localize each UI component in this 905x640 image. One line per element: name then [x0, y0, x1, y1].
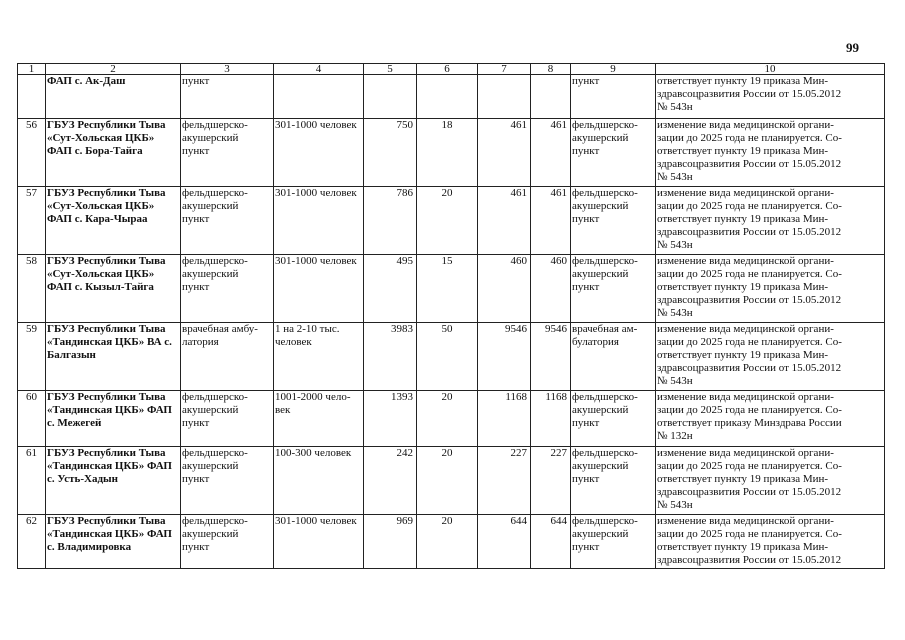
table-row	[18, 391, 885, 447]
value-cell-5: 1393	[364, 391, 417, 447]
row-number: 58	[18, 255, 46, 323]
planned-type-cell: фельдшерско- акушерский пункт	[571, 515, 656, 569]
organization-cell: ГБУЗ Республики Тыва «Тандинская ЦКБ» ФАП с. Межегей	[46, 391, 181, 447]
note-cell: изменение вида медицинской органи- зации до 2025 года не планируется. Со- ответствует пункту 19 приказа Мин- здравсоцразвития России от 15.05.2012 № 543н	[656, 119, 885, 187]
row-number: 60	[18, 391, 46, 447]
value-cell-8	[531, 75, 571, 119]
column-number: 10	[656, 64, 885, 75]
value-cell-7: 9546	[478, 323, 531, 391]
organization-cell: ГБУЗ Республики Тыва «Тандинская ЦКБ» ФАП с. Владимировка	[46, 515, 181, 569]
column-number: 6	[417, 64, 478, 75]
value-cell-8: 227	[531, 447, 571, 515]
facility-type-cell: фельдшерско- акушерский пункт	[181, 447, 274, 515]
value-cell-5: 969	[364, 515, 417, 569]
note-cell: изменение вида медицинской органи- зации до 2025 года не планируется. Со- ответствует пункту 19 приказа Мин- здравсоцразвития России от 15.05.2012 № 543н	[656, 255, 885, 323]
value-cell-6	[417, 75, 478, 119]
row-number: 59	[18, 323, 46, 391]
row-number: 56	[18, 119, 46, 187]
table-row	[18, 255, 885, 323]
table-row	[18, 119, 885, 187]
value-cell-8: 460	[531, 255, 571, 323]
facility-type-cell: фельдшерско- акушерский пункт	[181, 391, 274, 447]
row-number	[18, 75, 46, 119]
value-cell-7: 227	[478, 447, 531, 515]
column-number: 8	[531, 64, 571, 75]
population-norm-cell: 1 на 2-10 тыс. человек	[274, 323, 364, 391]
column-number: 1	[18, 64, 46, 75]
planned-type-cell: фельдшерско- акушерский пункт	[571, 255, 656, 323]
column-number: 3	[181, 64, 274, 75]
column-number-row	[18, 64, 885, 75]
column-number: 5	[364, 64, 417, 75]
organization-cell: ГБУЗ Республики Тыва «Сут-Хольская ЦКБ» ФАП с. Кара-Чыраа	[46, 187, 181, 255]
column-number: 7	[478, 64, 531, 75]
value-cell-8: 644	[531, 515, 571, 569]
note-cell: изменение вида медицинской органи- зации до 2025 года не планируется. Со- ответствует пункту 19 приказа Мин- здравсоцразвития России от 15.05.2012 № 543н	[656, 323, 885, 391]
table-row	[18, 75, 885, 119]
note-cell: изменение вида медицинской органи- зации до 2025 года не планируется. Со- ответствует пункту 19 приказа Мин- здравсоцразвития России от 15.05.2012	[656, 515, 885, 569]
table-row	[18, 447, 885, 515]
population-norm-cell: 301-1000 человек	[274, 187, 364, 255]
facility-type-cell: фельдшерско- акушерский пункт	[181, 255, 274, 323]
population-norm-cell: 301-1000 человек	[274, 255, 364, 323]
column-number: 2	[46, 64, 181, 75]
row-number: 57	[18, 187, 46, 255]
organization-cell: ГБУЗ Республики Тыва «Тандинская ЦКБ» ВА с. Балгазын	[46, 323, 181, 391]
value-cell-5: 495	[364, 255, 417, 323]
facility-type-cell: пункт	[181, 75, 274, 119]
population-norm-cell: 301-1000 человек	[274, 119, 364, 187]
note-cell: ответствует пункту 19 приказа Мин- здравсоцразвития России от 15.05.2012 № 543н	[656, 75, 885, 119]
value-cell-8: 9546	[531, 323, 571, 391]
value-cell-6: 18	[417, 119, 478, 187]
table-row	[18, 187, 885, 255]
value-cell-6: 50	[417, 323, 478, 391]
value-cell-7: 461	[478, 187, 531, 255]
value-cell-7: 1168	[478, 391, 531, 447]
note-cell: изменение вида медицинской органи- зации до 2025 года не планируется. Со- ответствует приказу Минздрава России № 132н	[656, 391, 885, 447]
value-cell-5	[364, 75, 417, 119]
value-cell-7: 460	[478, 255, 531, 323]
value-cell-8: 461	[531, 187, 571, 255]
planned-type-cell: фельдшерско- акушерский пункт	[571, 119, 656, 187]
facility-type-cell: врачебная амбу- латория	[181, 323, 274, 391]
facility-type-cell: фельдшерско- акушерский пункт	[181, 515, 274, 569]
value-cell-5: 242	[364, 447, 417, 515]
population-norm-cell: 1001-2000 чело- век	[274, 391, 364, 447]
note-cell: изменение вида медицинской органи- зации до 2025 года не планируется. Со- ответствует пункту 19 приказа Мин- здравсоцразвития России от 15.05.2012 № 543н	[656, 447, 885, 515]
value-cell-7	[478, 75, 531, 119]
value-cell-6: 20	[417, 391, 478, 447]
value-cell-7: 461	[478, 119, 531, 187]
population-norm-cell: 301-1000 человек	[274, 515, 364, 569]
organization-cell: ФАП с. Ак-Даш	[46, 75, 181, 119]
value-cell-8: 1168	[531, 391, 571, 447]
value-cell-6: 20	[417, 515, 478, 569]
value-cell-6: 20	[417, 187, 478, 255]
planned-type-cell: врачебная ам- булатория	[571, 323, 656, 391]
table-row	[18, 515, 885, 569]
population-norm-cell	[274, 75, 364, 119]
population-norm-cell: 100-300 человек	[274, 447, 364, 515]
value-cell-6: 15	[417, 255, 478, 323]
value-cell-7: 644	[478, 515, 531, 569]
value-cell-5: 750	[364, 119, 417, 187]
facility-type-cell: фельдшерско- акушерский пункт	[181, 187, 274, 255]
planned-type-cell: фельдшерско- акушерский пункт	[571, 447, 656, 515]
row-number: 61	[18, 447, 46, 515]
value-cell-6: 20	[417, 447, 478, 515]
planned-type-cell: пункт	[571, 75, 656, 119]
planned-type-cell: фельдшерско- акушерский пункт	[571, 187, 656, 255]
value-cell-5: 786	[364, 187, 417, 255]
organization-cell: ГБУЗ Республики Тыва «Тандинская ЦКБ» ФАП с. Усть-Хадын	[46, 447, 181, 515]
registry-table	[17, 63, 885, 569]
column-number: 9	[571, 64, 656, 75]
facility-type-cell: фельдшерско- акушерский пункт	[181, 119, 274, 187]
organization-cell: ГБУЗ Республики Тыва «Сут-Хольская ЦКБ» ФАП с. Кызыл-Тайга	[46, 255, 181, 323]
planned-type-cell: фельдшерско- акушерский пункт	[571, 391, 656, 447]
note-cell: изменение вида медицинской органи- зации до 2025 года не планируется. Со- ответствует пункту 19 приказа Мин- здравсоцразвития России от 15.05.2012 № 543н	[656, 187, 885, 255]
page-number: 99	[846, 40, 859, 55]
organization-cell: ГБУЗ Республики Тыва «Сут-Хольская ЦКБ» ФАП с. Бора-Тайга	[46, 119, 181, 187]
row-number: 62	[18, 515, 46, 569]
table-body	[18, 64, 885, 569]
value-cell-5: 3983	[364, 323, 417, 391]
value-cell-8: 461	[531, 119, 571, 187]
column-number: 4	[274, 64, 364, 75]
table-row	[18, 323, 885, 391]
